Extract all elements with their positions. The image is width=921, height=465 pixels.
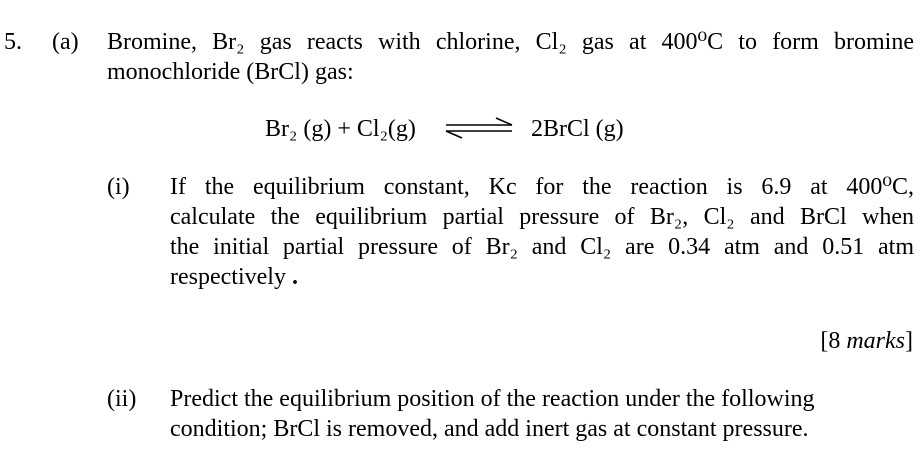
part-a-label: (a) — [52, 29, 79, 55]
sub-i-line-4 — [170, 262, 298, 292]
sub-ii-label: (ii) — [107, 386, 137, 412]
marks-word: marks — [846, 328, 905, 354]
question-number: 5. — [4, 29, 22, 55]
marks-label — [820, 326, 913, 356]
sub-ii-line-2: condition; BrCl is removed, and add inert gas at constant pressure. — [170, 416, 809, 442]
equation-right: 2BrCl (g) — [531, 116, 624, 142]
marks-open: [8 — [820, 328, 847, 354]
sub-i-line-4-text: respectively — [170, 264, 286, 290]
sub-ii-line-1: Predict the equilibrium position of the reaction under the following — [170, 386, 815, 412]
sub-i-line-4-period: . — [285, 264, 298, 290]
sub-i-line-2: calculate the equilibrium partial pressure of Br₂, Cl₂ and BrCl when — [170, 204, 914, 230]
sub-i-line-1: If the equilibrium constant, Kc for the reaction is 6.9 at 400⁰C, — [170, 174, 914, 200]
sub-i-line-3: the initial partial pressure of Br₂ and Cl₂ are 0.34 atm and 0.51 atm — [170, 234, 914, 260]
sub-i-label: (i) — [107, 174, 130, 200]
equilibrium-arrow-icon — [442, 113, 516, 143]
marks-close: ] — [905, 328, 913, 354]
equation-left: Br₂ (g) + Cl₂(g) — [265, 116, 416, 142]
part-a-line-1: Bromine, Br₂ gas reacts with chlorine, Cl₂ gas at 400⁰C to form bromine — [107, 29, 914, 55]
part-a-line-2: monochloride (BrCl) gas: — [107, 59, 354, 85]
